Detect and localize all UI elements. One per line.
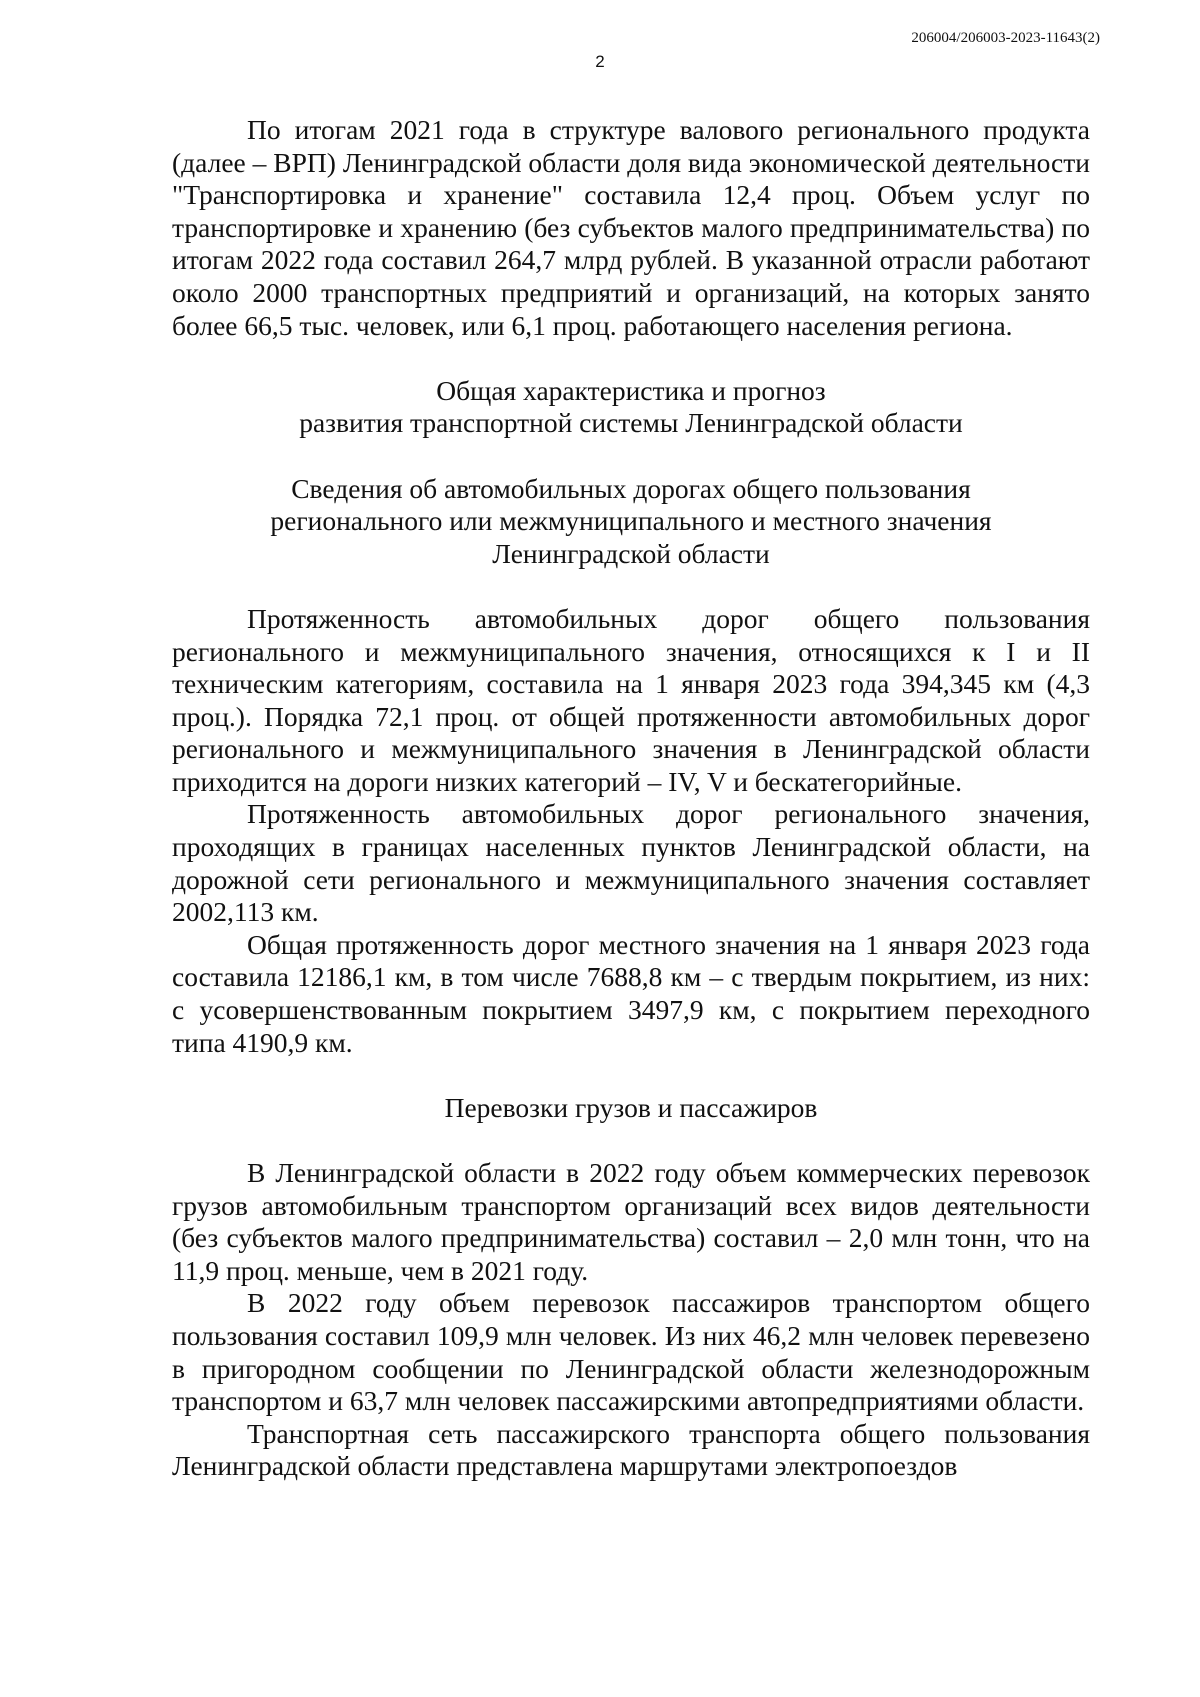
heading-line: регионального или межмуниципального и местного значения <box>270 505 992 537</box>
paragraph-passengers: В 2022 году объем перевозок пассажиров транспортом общего пользования составил 109,9 млн человек. Из них 46,2 млн человек перевезено в пригородном сообщении по Ленинградской области железнодорожным транспортом и 63,7 млн человек пассажирскими автопредприятиями области. <box>172 1287 1090 1417</box>
spacer <box>172 440 1090 473</box>
paragraph-local-roads: Общая протяженность дорог местного значения на 1 января 2023 года составила 12186,1 км, в том числе 7688,8 км – с твердым покрытием, из них: с усовершенствованным покрытием 3497,9 км, с покрытием переходного типа 4190,9 км. <box>172 928 1090 1058</box>
spacer <box>172 1059 1090 1092</box>
spacer <box>172 570 1090 603</box>
heading-line: Общая характеристика и прогноз <box>436 374 826 406</box>
spacer <box>172 1124 1090 1157</box>
page-number: 2 <box>595 52 605 71</box>
paragraph-cargo: В Ленинградской области в 2022 году объем коммерческих перевозок грузов автомобильным транспортом организаций всех видов деятельности (без субъектов малого предпринимательства) составил – 2,0 млн тонн, что на 11,9 проц. меньше, чем в 2021 году. <box>172 1157 1090 1286</box>
paragraph-grp: По итогам 2021 года в структуре валового регионального продукта (далее – ВРП) Ленинградской области доля вида экономической деятельности "Транспортировка и хранение" составила 12,4 проц. Объем услуг по транспортировке и хранению (без субъектов малого предпринимательства) по итогам 2022 года составил 264,7 млрд рублей. В указанной отрасли работают около 2000 транспортных предприятий и организаций, на которых занято более 66,5 тыс. человек, или 6,1 проц. работающего населения региона. <box>172 114 1090 341</box>
heading-line: Сведения об автомобильных дорогах общего пользования <box>291 472 971 504</box>
paragraph-roads-settlements: Протяженность автомобильных дорог регионального значения, проходящих в границах населенных пунктов Ленинградской области, на дорожной сети регионального и межмуниципального значения составляет 2002,113 км. <box>172 798 1090 928</box>
heading-line: Перевозки грузов и пассажиров <box>444 1091 818 1123</box>
paragraph-transport-network: Транспортная сеть пассажирского транспорта общего пользования Ленинградской области представлена маршрутами электропоездов <box>172 1417 1090 1482</box>
heading-line: Ленинградской области <box>492 537 770 569</box>
heading-line: развития транспортной системы Ленинградской области <box>299 407 963 439</box>
paragraph-road-categories: Протяженность автомобильных дорог общего пользования регионального и межмуниципального значения, относящихся к I и II техническим категориям, составила на 1 января 2023 года 394,345 км (4,3 проц.). Порядка 72,1 проц. от общей протяженности автомобильных дорог регионального и межмуниципального значения в Ленинградской области приходится на дороги низких категорий – IV, V и бескатегорийные. <box>172 602 1090 797</box>
document-body <box>172 114 1090 1483</box>
section-heading-transport-system <box>172 375 1090 440</box>
document-id: 206004/206003-2023-11643(2) <box>911 30 1100 46</box>
section-heading-transportation <box>172 1092 1090 1125</box>
spacer <box>172 342 1090 375</box>
section-heading-roads <box>172 473 1090 571</box>
